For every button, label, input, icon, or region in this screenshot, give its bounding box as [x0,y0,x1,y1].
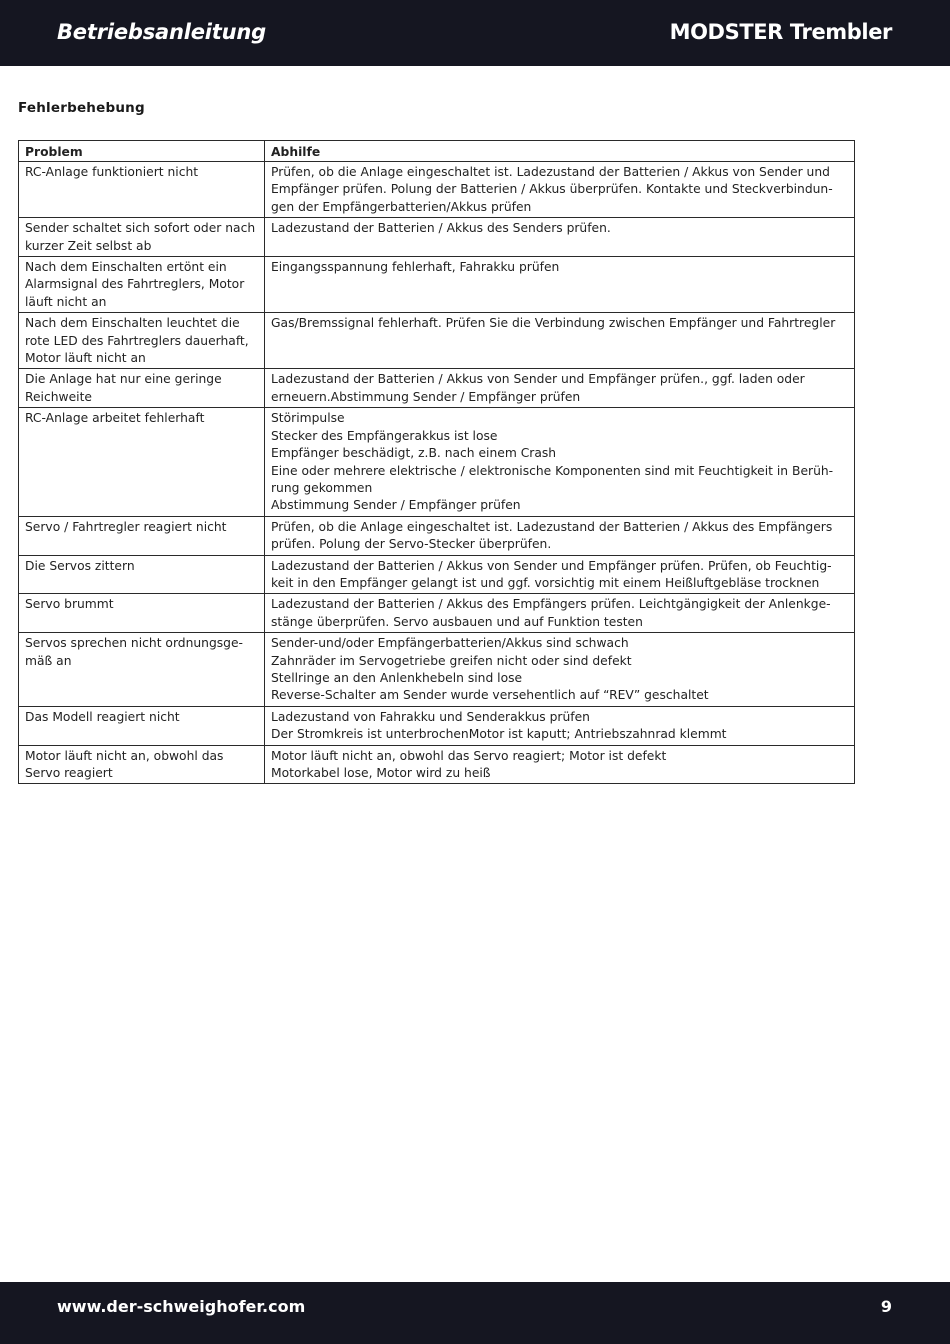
problem-text: Die Anlage hat nur eine geringe [25,372,222,387]
problem-cell [19,745,265,784]
table-row [19,594,855,633]
table-row [19,633,855,707]
problem-cell [19,633,265,707]
problem-text: Die Servos zittern [25,558,135,573]
remedy-text: rung gekommen [271,480,373,495]
problem-text: mäß an [25,653,72,668]
problem-cell [19,257,265,313]
remedy-cell [265,408,855,516]
remedy-text: erneuern.Abstimmung Sender / Empfänger prüfen [271,389,581,404]
remedy-text: Prüfen, ob die Anlage eingeschaltet ist. Ladezustand der Batterien / Akkus des Empfängers [271,519,833,534]
table-row [19,745,855,784]
problem-text: kurzer Zeit selbst ab [25,238,152,253]
remedy-text: Abstimmung Sender / Empfänger prüfen [271,498,521,513]
remedy-cell [265,313,855,369]
remedy-text: prüfen. Polung der Servo-Stecker überprüfen. [271,537,552,552]
remedy-text: Reverse-Schalter am Sender wurde versehentlich auf “REV” geschaltet [271,688,709,703]
remedy-text: Störimpulse [271,411,345,426]
problem-cell [19,516,265,555]
problem-text: RC-Anlage funktioniert nicht [25,165,199,179]
remedy-text: Eine oder mehrere elektrische / elektronische Komponenten sind mit Feuchtigkeit in Berüh- [271,463,834,478]
troubleshooting-table [18,140,855,784]
remedy-text: keit in den Empfänger gelangt ist und ggf. vorsichtig mit einem Heißluftgebläse trocknen [271,575,820,590]
website-link[interactable]: www.der-schweighofer.com [57,1297,306,1316]
remedy-text: Ladezustand der Batterien / Akkus von Sender und Empfänger prüfen., ggf. laden oder [271,372,805,387]
problem-cell [19,218,265,257]
remedy-text: Motor läuft nicht an, obwohl das Servo reagiert; Motor ist defekt [271,748,667,763]
remedy-text: gen der Empfängerbatterien/Akkus prüfen [271,199,532,214]
remedy-cell [265,257,855,313]
remedy-text: Der Stromkreis ist unterbrochenMotor ist kaputt; Antriebszahnrad klemmt [271,727,727,742]
problem-text: Servos sprechen nicht ordnungsge- [25,636,243,651]
remedy-text: Sender-und/oder Empfängerbatterien/Akkus sind schwach [271,636,629,651]
problem-text: Motor läuft nicht an, obwohl das [25,748,224,763]
remedy-text: Ladezustand der Batterien / Akkus des Empfängers prüfen. Leichtgängigkeit der Anlenkge- [271,597,831,612]
remedy-text: Motorkabel lose, Motor wird zu heiß [271,766,491,780]
problem-text: RC-Anlage arbeitet fehlerhaft [25,411,205,426]
remedy-text: Empfänger beschädigt, z.B. nach einem Crash [271,446,557,461]
remedy-cell [265,594,855,633]
table-body [19,162,855,784]
problem-text: Das Modell reagiert nicht [25,709,180,724]
page-number: 9 [880,1297,892,1316]
remedy-text: stänge überprüfen. Servo ausbauen und auf Funktion testen [271,614,643,629]
remedy-text: Stecker des Empfängerakkus ist lose [271,428,498,443]
table-row [19,218,855,257]
remedy-text: Zahnräder im Servogetriebe greifen nicht oder sind defekt [271,653,632,668]
remedy-cell [265,745,855,784]
problem-text: Servo / Fahrtregler reagiert nicht [25,519,227,534]
footer-bar [0,1282,950,1344]
table-row [19,313,855,369]
table-header-row [19,141,855,162]
problem-text: Sender schaltet sich sofort oder nach [25,221,256,236]
problem-text: Servo reagiert [25,766,113,780]
remedy-cell [265,516,855,555]
table-row [19,162,855,218]
problem-text: Nach dem Einschalten ertönt ein [25,260,227,275]
header-bar [0,0,950,66]
problem-cell [19,162,265,218]
remedy-cell [265,555,855,594]
problem-cell [19,313,265,369]
problem-cell [19,706,265,745]
column-header-remedy: Abhilfe [265,141,855,162]
remedy-cell [265,218,855,257]
table-row [19,408,855,516]
problem-cell [19,594,265,633]
problem-text: Reichweite [25,389,92,404]
remedy-cell [265,633,855,707]
table-row [19,257,855,313]
section-title: Fehlerbehebung [18,100,145,116]
problem-cell [19,369,265,408]
problem-cell [19,408,265,516]
remedy-text: Ladezustand der Batterien / Akkus von Sender und Empfänger prüfen. Prüfen, ob Feuchtig- [271,558,832,573]
remedy-cell [265,162,855,218]
column-header-problem: Problem [19,141,265,162]
remedy-text: Ladezustand von Fahrakku und Senderakkus prüfen [271,709,590,724]
problem-text: Alarmsignal des Fahrtreglers, Motor [25,277,245,292]
remedy-text: Gas/Bremssignal fehlerhaft. Prüfen Sie die Verbindung zwischen Empfänger und Fahrtregler [271,316,836,331]
table-row [19,555,855,594]
remedy-text: Stellringe an den Anlenkhebeln sind lose [271,670,523,685]
problem-text: Motor läuft nicht an [25,351,146,366]
manual-title: Betriebsanleitung [57,20,266,44]
remedy-cell [265,706,855,745]
remedy-text: Eingangsspannung fehlerhaft, Fahrakku prüfen [271,260,560,275]
problem-text: Servo brummt [25,597,114,612]
problem-cell [19,555,265,594]
problem-text: läuft nicht an [25,294,107,309]
remedy-text: Prüfen, ob die Anlage eingeschaltet ist. Ladezustand der Batterien / Akkus von Sender und [271,165,830,179]
table-row [19,706,855,745]
table-row [19,516,855,555]
table-row [19,369,855,408]
problem-text: Nach dem Einschalten leuchtet die [25,316,240,331]
remedy-text: Empfänger prüfen. Polung der Batterien / Akkus überprüfen. Kontakte und Steckverbindun- [271,182,833,197]
product-title: MODSTER Trembler [669,20,892,44]
problem-text: rote LED des Fahrtreglers dauerhaft, [25,333,249,348]
remedy-text: Ladezustand der Batterien / Akkus des Senders prüfen. [271,221,611,236]
remedy-cell [265,369,855,408]
